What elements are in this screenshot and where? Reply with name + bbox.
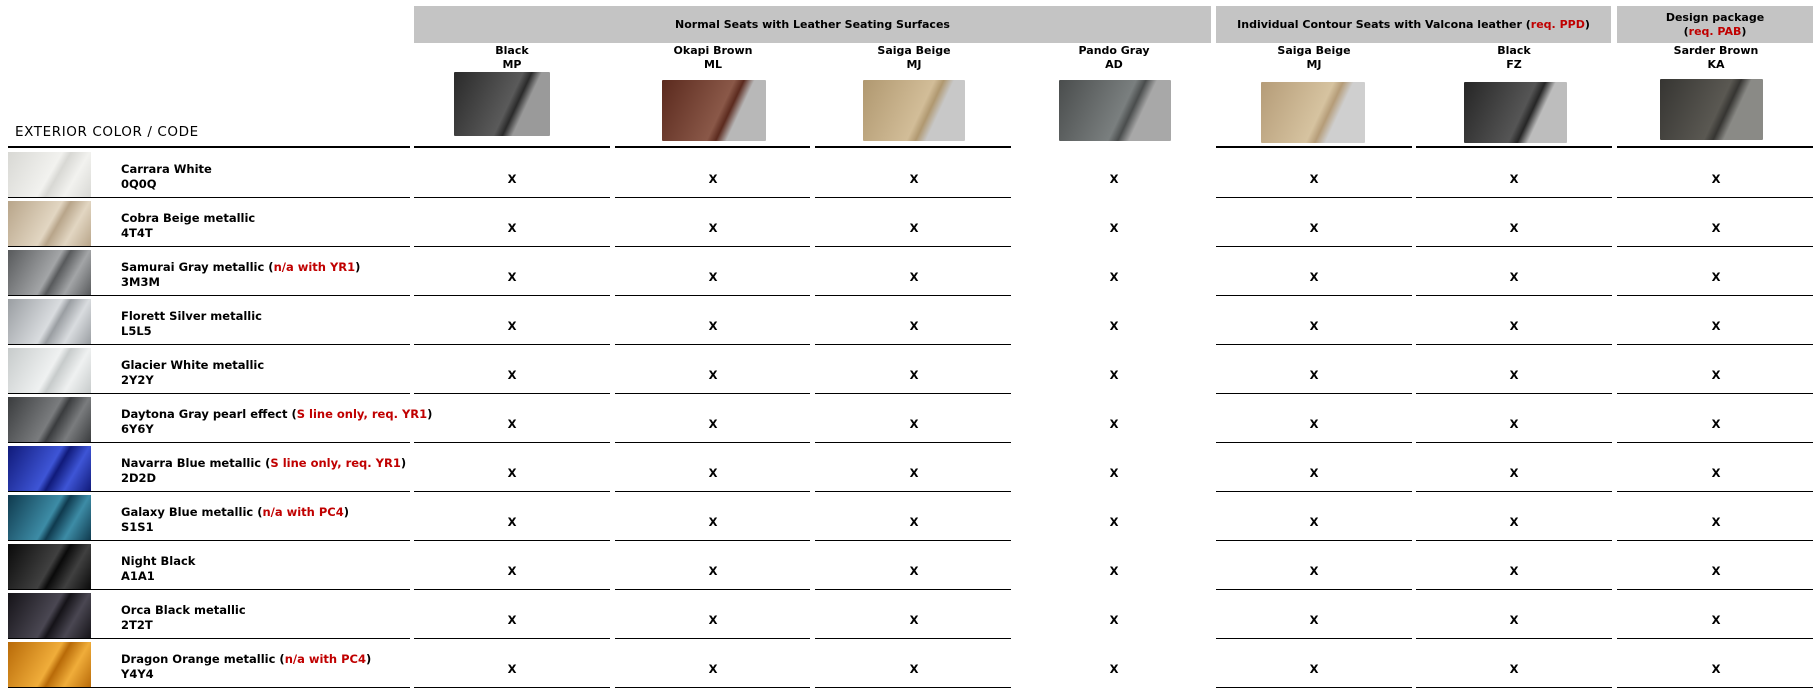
availability-mark: X (1309, 515, 1319, 529)
restriction-note: n/a with PC4 (262, 505, 344, 519)
exterior-color-name: Samurai Gray metallic (121, 260, 265, 274)
interior-name: Pando Gray (1078, 44, 1150, 57)
availability-mark: X (1309, 466, 1319, 480)
availability-mark: X (1309, 662, 1319, 676)
exterior-color-label (121, 505, 349, 534)
availability-mark: X (1309, 172, 1319, 186)
availability-mark: X (1711, 417, 1721, 431)
exterior-color-chip (8, 348, 91, 393)
table-row (0, 443, 1820, 492)
header-divider (414, 146, 610, 148)
availability-mark: X (1109, 368, 1119, 382)
availability-mark: X (708, 613, 718, 627)
group-header-design-package (1617, 6, 1813, 43)
note-paren: ) (400, 456, 407, 470)
availability-mark: X (1711, 613, 1721, 627)
availability-mark: X (1711, 368, 1721, 382)
note-paren: ( (287, 407, 297, 421)
availability-mark: X (1711, 466, 1721, 480)
exterior-color-name: Galaxy Blue metallic (121, 505, 254, 519)
group-label: Individual Contour Seats with Valcona leather ( (1237, 17, 1531, 31)
table-row (0, 590, 1820, 639)
availability-mark: X (1711, 319, 1721, 333)
availability-mark: X (708, 368, 718, 382)
exterior-color-code: 4T4T (121, 225, 153, 240)
availability-mark: X (507, 319, 517, 333)
table-row (0, 296, 1820, 345)
exterior-color-name: Night Black (121, 554, 196, 568)
exterior-color-code: 6Y6Y (121, 421, 154, 436)
exterior-color-chip (8, 299, 91, 344)
header-divider (615, 146, 810, 148)
table-row (0, 492, 1820, 541)
note-paren: ) (427, 407, 433, 421)
group-header-contour-seats (1216, 6, 1611, 43)
restriction-note: n/a with PC4 (284, 652, 366, 666)
table-row (0, 198, 1820, 247)
exterior-color-label (121, 162, 212, 191)
availability-mark: X (1109, 515, 1119, 529)
group-label: Design package (1665, 10, 1765, 24)
exterior-color-chip (8, 593, 91, 638)
availability-mark: X (1509, 319, 1519, 333)
exterior-color-chip (8, 495, 91, 540)
availability-mark: X (1109, 270, 1119, 284)
availability-mark: X (909, 417, 919, 431)
group-header-normal-seats (414, 6, 1211, 43)
interior-name: Okapi Brown (673, 44, 753, 57)
availability-mark: X (1109, 564, 1119, 578)
availability-mark: X (1509, 466, 1519, 480)
availability-mark: X (1309, 221, 1319, 235)
table-row (0, 541, 1820, 590)
availability-mark: X (1309, 319, 1319, 333)
interior-name: Black (495, 44, 529, 57)
availability-mark: X (1109, 466, 1119, 480)
exterior-color-label (121, 211, 255, 240)
exterior-color-name: Dragon Orange metallic (121, 652, 276, 666)
exterior-color-chip (8, 397, 91, 442)
exterior-color-name: Glacier White metallic (121, 358, 265, 372)
table-row (0, 394, 1820, 443)
exterior-color-chip (8, 446, 91, 491)
exterior-color-chip (8, 642, 91, 687)
exterior-color-code: 2Y2Y (121, 372, 154, 387)
availability-mark: X (708, 466, 718, 480)
availability-mark: X (909, 515, 919, 529)
availability-mark: X (507, 564, 517, 578)
exterior-color-chip (8, 544, 91, 589)
availability-mark: X (507, 270, 517, 284)
availability-mark: X (1509, 368, 1519, 382)
exterior-color-code: Y4Y4 (121, 666, 154, 681)
interior-code: FZ (1506, 58, 1522, 71)
availability-mark: X (507, 613, 517, 627)
interior-swatch-image (662, 80, 766, 141)
note-paren: ) (365, 652, 372, 666)
exterior-color-code: S1S1 (121, 519, 154, 534)
availability-mark: X (1509, 564, 1519, 578)
interior-name: Sarder Brown (1673, 44, 1759, 57)
header-divider (1416, 146, 1612, 148)
exterior-color-label (121, 554, 195, 583)
group-label-close: ) (1584, 17, 1590, 31)
requirement-note: req. PAB (1688, 24, 1742, 38)
availability-mark: X (507, 221, 517, 235)
interior-column-header (819, 44, 1009, 72)
availability-mark: X (909, 319, 919, 333)
note-paren: ( (253, 505, 263, 519)
exterior-color-code: 0Q0Q (121, 176, 157, 191)
interior-swatch-image (1464, 82, 1567, 143)
exterior-color-name: Carrara White (121, 162, 212, 176)
availability-mark: X (1109, 417, 1119, 431)
header-divider (815, 146, 1011, 148)
availability-mark: X (909, 662, 919, 676)
availability-mark: X (909, 368, 919, 382)
restriction-note: n/a with YR1 (273, 260, 356, 274)
interior-column-header (1419, 44, 1609, 72)
interior-column-header (1219, 44, 1409, 72)
restriction-note: S line only, req. YR1 (270, 456, 401, 470)
table-row (0, 247, 1820, 296)
exterior-color-code: 3M3M (121, 274, 160, 289)
availability-mark: X (909, 270, 919, 284)
header-divider (1216, 146, 1412, 148)
table-row (0, 639, 1820, 688)
availability-mark: X (708, 172, 718, 186)
availability-mark: X (507, 417, 517, 431)
interior-code: AD (1105, 58, 1123, 71)
group-label: Normal Seats with Leather Seating Surfaces (675, 17, 950, 31)
availability-mark: X (708, 270, 718, 284)
interior-swatch-image (863, 80, 965, 141)
availability-mark: X (1109, 319, 1119, 333)
note-paren: ( (264, 260, 274, 274)
interior-swatch-image (1059, 80, 1171, 141)
availability-mark: X (1711, 270, 1721, 284)
availability-mark: X (1309, 270, 1319, 284)
availability-mark: X (507, 368, 517, 382)
exterior-color-chip (8, 201, 91, 246)
table-row (0, 345, 1820, 394)
header-divider (1617, 146, 1813, 148)
availability-mark: X (1509, 270, 1519, 284)
exterior-color-code: 2T2T (121, 617, 153, 632)
restriction-note: S line only, req. YR1 (296, 407, 428, 421)
interior-column-header (1019, 44, 1209, 72)
interior-column-header (417, 44, 607, 72)
availability-mark: X (1711, 662, 1721, 676)
availability-mark: X (1109, 662, 1119, 676)
availability-mark: X (1109, 613, 1119, 627)
interior-code: MJ (1306, 58, 1322, 71)
interior-column-header (618, 44, 808, 72)
availability-mark: X (1711, 564, 1721, 578)
availability-mark: X (1309, 417, 1319, 431)
availability-mark: X (1109, 172, 1119, 186)
availability-mark: X (1509, 613, 1519, 627)
availability-mark: X (909, 466, 919, 480)
availability-mark: X (708, 221, 718, 235)
interior-code: KA (1707, 58, 1725, 71)
note-paren: ) (343, 505, 350, 519)
exterior-color-label (121, 456, 406, 485)
availability-mark: X (909, 221, 919, 235)
interior-name: Saiga Beige (1277, 44, 1351, 57)
exterior-color-label (121, 407, 432, 436)
interior-swatch-image (454, 72, 550, 136)
exterior-color-title: EXTERIOR COLOR / CODE (15, 124, 199, 140)
note-paren: ( (275, 652, 285, 666)
availability-mark: X (1309, 613, 1319, 627)
interior-swatch-image (1261, 82, 1365, 143)
availability-mark: X (708, 564, 718, 578)
exterior-color-label (121, 260, 360, 289)
interior-name: Saiga Beige (877, 44, 951, 57)
group-label-open: ( (1683, 24, 1689, 38)
availability-mark: X (507, 515, 517, 529)
group-label-close: ) (1741, 24, 1747, 38)
availability-mark: X (909, 172, 919, 186)
exterior-color-code: A1A1 (121, 568, 155, 583)
interior-name: Black (1497, 44, 1531, 57)
interior-code: ML (704, 58, 722, 71)
availability-mark: X (909, 564, 919, 578)
availability-mark: X (1509, 172, 1519, 186)
availability-mark: X (708, 662, 718, 676)
interior-column-header (1621, 44, 1811, 72)
availability-mark: X (1711, 172, 1721, 186)
header-divider (8, 146, 410, 148)
interior-code: MP (502, 58, 522, 71)
interior-swatch-image (1660, 79, 1763, 140)
availability-mark: X (1711, 221, 1721, 235)
availability-mark: X (1509, 221, 1519, 235)
availability-mark: X (708, 319, 718, 333)
exterior-color-label (121, 358, 264, 387)
exterior-color-name: Navarra Blue metallic (121, 456, 262, 470)
note-paren: ( (261, 456, 271, 470)
availability-mark: X (1711, 515, 1721, 529)
exterior-color-code: L5L5 (121, 323, 152, 338)
exterior-color-name: Daytona Gray pearl effect (121, 407, 288, 421)
availability-mark: X (507, 662, 517, 676)
availability-mark: X (1109, 221, 1119, 235)
note-paren: ) (355, 260, 361, 274)
availability-mark: X (708, 417, 718, 431)
table-row (0, 149, 1820, 198)
exterior-color-label (121, 309, 262, 338)
exterior-color-name: Cobra Beige metallic (121, 211, 256, 225)
exterior-color-code: 2D2D (121, 470, 157, 485)
availability-mark: X (1309, 368, 1319, 382)
availability-mark: X (909, 613, 919, 627)
exterior-color-name: Florett Silver metallic (121, 309, 262, 323)
availability-mark: X (1309, 564, 1319, 578)
exterior-color-label (121, 603, 246, 632)
availability-mark: X (507, 466, 517, 480)
availability-mark: X (507, 172, 517, 186)
exterior-color-label (121, 652, 371, 681)
interior-code: MJ (906, 58, 922, 71)
requirement-note: req. PPD (1530, 17, 1585, 31)
exterior-color-chip (8, 250, 91, 295)
availability-mark: X (1509, 417, 1519, 431)
availability-mark: X (708, 515, 718, 529)
exterior-color-name: Orca Black metallic (121, 603, 246, 617)
exterior-color-chip (8, 152, 91, 197)
availability-mark: X (1509, 515, 1519, 529)
availability-mark: X (1509, 662, 1519, 676)
